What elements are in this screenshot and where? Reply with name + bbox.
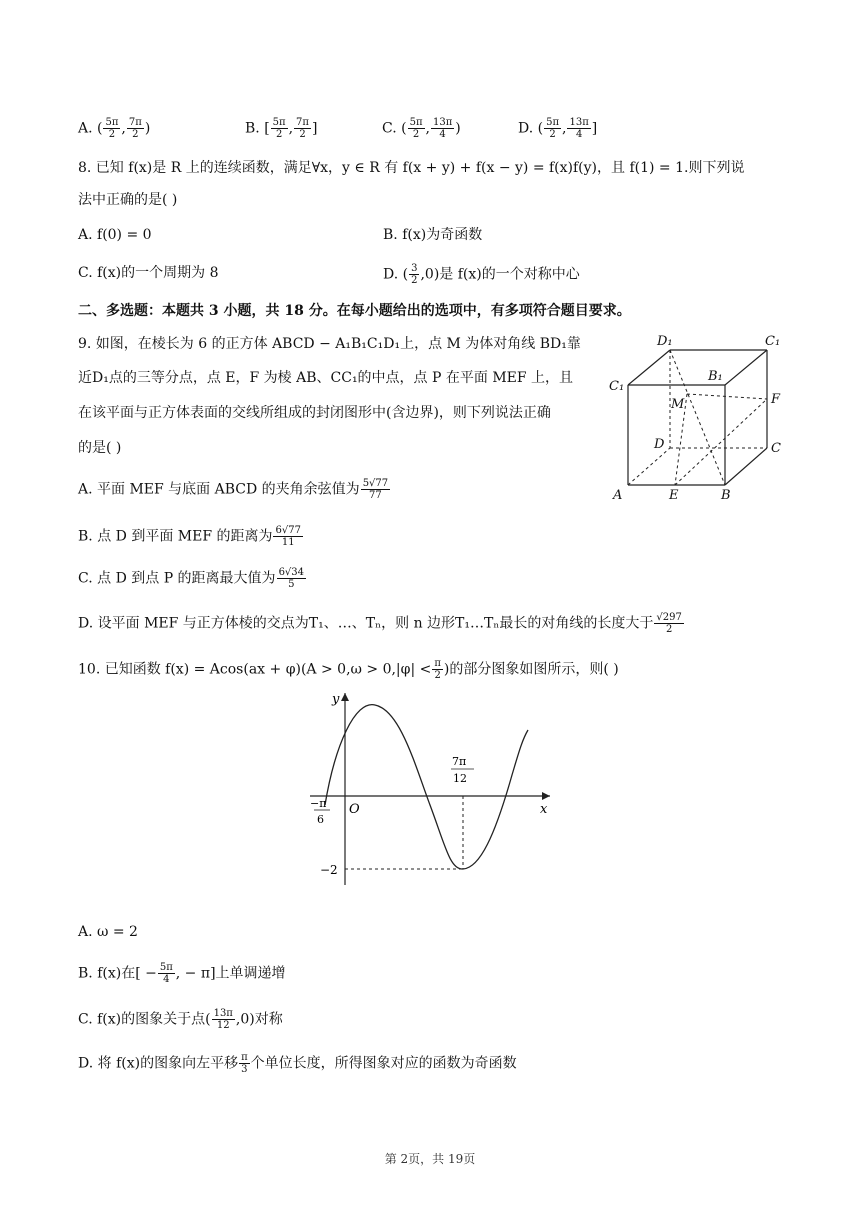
- label-six: 6: [317, 813, 324, 826]
- label-x: x: [540, 802, 548, 817]
- label-d1: D₁: [657, 334, 673, 349]
- q8-option-c: C. f(x)的一个周期为 8: [78, 265, 219, 281]
- q8-stem-line2: 法中正确的是( ): [78, 192, 178, 208]
- cube-figure: [605, 330, 790, 505]
- fraction: $\frac{5\pi}{2}$: [105, 117, 119, 140]
- fraction: $\frac{\pi}{3}$: [241, 1052, 248, 1075]
- edge-b1c1: [725, 350, 767, 385]
- fraction: $\frac{13\pi}{12}$: [213, 1008, 233, 1031]
- x-axis-arrow: [542, 792, 550, 800]
- label-a: A: [613, 488, 623, 503]
- q7-option-a: A. ( $\frac{5\pi}{2}$ , $\frac{7\pi}{2}$ ): [78, 117, 151, 140]
- q7-option-d: D. ( $\frac{5\pi}{2}$ , $\frac{13\pi}{4}$ ]: [518, 117, 598, 140]
- edge-a1d1: [628, 350, 670, 385]
- edge-bc: [725, 448, 767, 485]
- label-c1: C₁: [765, 334, 781, 349]
- label-m: M: [671, 397, 685, 412]
- label-b1: B₁: [708, 369, 723, 384]
- label-f: F: [771, 392, 781, 407]
- q9-option-c: C. 点 D 到点 P 的距离最大值为 $\frac{6√34}{5}$: [78, 567, 305, 590]
- q8-option-d: D. ( $\frac{3}{2}$ ,0)是 f(x)的一个对称中心: [383, 263, 580, 286]
- q10-option-c: C. f(x)的图象关于点( $\frac{13\pi}{12}$ ,0)对称: [78, 1008, 283, 1031]
- label-neg-two: −2: [320, 863, 338, 877]
- label-twelve: 12: [453, 772, 467, 785]
- label-d: D: [654, 437, 665, 452]
- fraction: $\frac{√297}{2}$: [656, 612, 682, 635]
- q9-stem-line3: 在该平面与正方体表面的交线所组成的封闭图形中(含边界)，则下列说法正确: [78, 405, 551, 421]
- segment-ef: [675, 399, 767, 485]
- fraction: $\frac{6√34}{5}$: [278, 567, 305, 590]
- q10-option-d: D. 将 f(x)的图象向左平移 $\frac{\pi}{3}$ 个单位长度，所得图象对应的函数为奇函数: [78, 1052, 517, 1075]
- q9-option-b: B. 点 D 到平面 MEF 的距离为 $\frac{6√77}{11}$: [78, 525, 301, 548]
- q9-stem-line4: 的是( ): [78, 440, 122, 456]
- q9-option-d: D. 设平面 MEF 与正方体棱的交点为T₁、…、Tₙ，则 n 边形T₁…Tₙ最长的对角线的长度大于 $\frac{√297}{2}$: [78, 612, 682, 635]
- label-seven-pi: 7π: [452, 755, 467, 768]
- label-c: C: [771, 441, 781, 456]
- fraction: $\frac{3}{2}$: [411, 263, 418, 286]
- fraction: $\frac{13\pi}{4}$: [569, 117, 589, 140]
- fraction: $\frac{6√77}{11}$: [275, 525, 301, 548]
- page-footer: 第 2页，共 19页: [384, 1152, 476, 1166]
- label-y: y: [332, 692, 340, 707]
- q9-option-a: A. 平面 MEF 与底面 ABCD 的夹角余弦值为 $\frac{5√77}{77}$: [78, 478, 389, 501]
- label-origin: O: [349, 802, 360, 817]
- cosine-curve: [325, 705, 528, 869]
- q8-option-a: A. f(0) = 0: [78, 227, 152, 243]
- q9-stem-line2: 近D₁点的三等分点，点 E，F 为棱 AB、CC₁的中点，点 P 在平面 MEF 上，且: [78, 370, 574, 386]
- section-heading: 二、多选题：本题共 3 小题，共 18 分。在每小题给出的选项中，有多项符合题目要求。: [78, 303, 631, 319]
- fraction: $\frac{\pi}{2}$: [434, 658, 441, 681]
- fraction: $\frac{5√77}{77}$: [362, 478, 389, 501]
- label-neg-pi: −π: [310, 797, 327, 810]
- q7-option-b: B. [ $\frac{5\pi}{2}$ , $\frac{7\pi}{2}$ ]: [245, 117, 318, 140]
- y-axis-arrow: [341, 693, 349, 701]
- label-c1b: C₁: [609, 379, 625, 394]
- segment-mf: [687, 394, 767, 399]
- q10-option-b: B. f(x)在[ − $\frac{5\pi}{4}$ , − π]上单调递增: [78, 962, 286, 985]
- q9-stem-line1: 9. 如图，在棱长为 6 的正方体 ABCD − A₁B₁C₁D₁上，点 M 为体对角线 BD₁靠: [78, 336, 581, 352]
- fraction: $\frac{13\pi}{4}$: [432, 117, 453, 140]
- label-e: E: [669, 488, 679, 503]
- q8-option-b: B. f(x)为奇函数: [383, 227, 483, 243]
- fraction: $\frac{5\pi}{4}$: [159, 962, 173, 985]
- q10-stem: 10. 已知函数 f(x) = Acos(ax + φ)(A > 0,ω > 0,|φ| < $\frac{\pi}{2}$ )的部分图象如图所示，则( ): [78, 658, 619, 681]
- fraction: $\frac{7\pi}{2}$: [296, 117, 309, 140]
- cosine-graph: [300, 685, 560, 890]
- fraction: $\frac{7\pi}{2}$: [128, 117, 142, 140]
- label-b: B: [721, 488, 731, 503]
- edge-ad-hidden: [628, 448, 670, 485]
- q8-stem-line1: 8. 已知 f(x)是 R 上的连续函数，满足∀x，y ∈ R 有 f(x + y) + f(x − y) = f(x)f(y)，且 f(1) = 1.则下列说: [78, 160, 745, 176]
- fraction: $\frac{5\pi}{2}$: [409, 117, 423, 140]
- q7-option-c: C. ( $\frac{5\pi}{2}$ , $\frac{13\pi}{4}$ ): [382, 117, 461, 140]
- q10-option-a: A. ω = 2: [78, 924, 138, 940]
- fraction: $\frac{5\pi}{2}$: [546, 117, 560, 140]
- fraction: $\frac{5\pi}{2}$: [272, 117, 286, 140]
